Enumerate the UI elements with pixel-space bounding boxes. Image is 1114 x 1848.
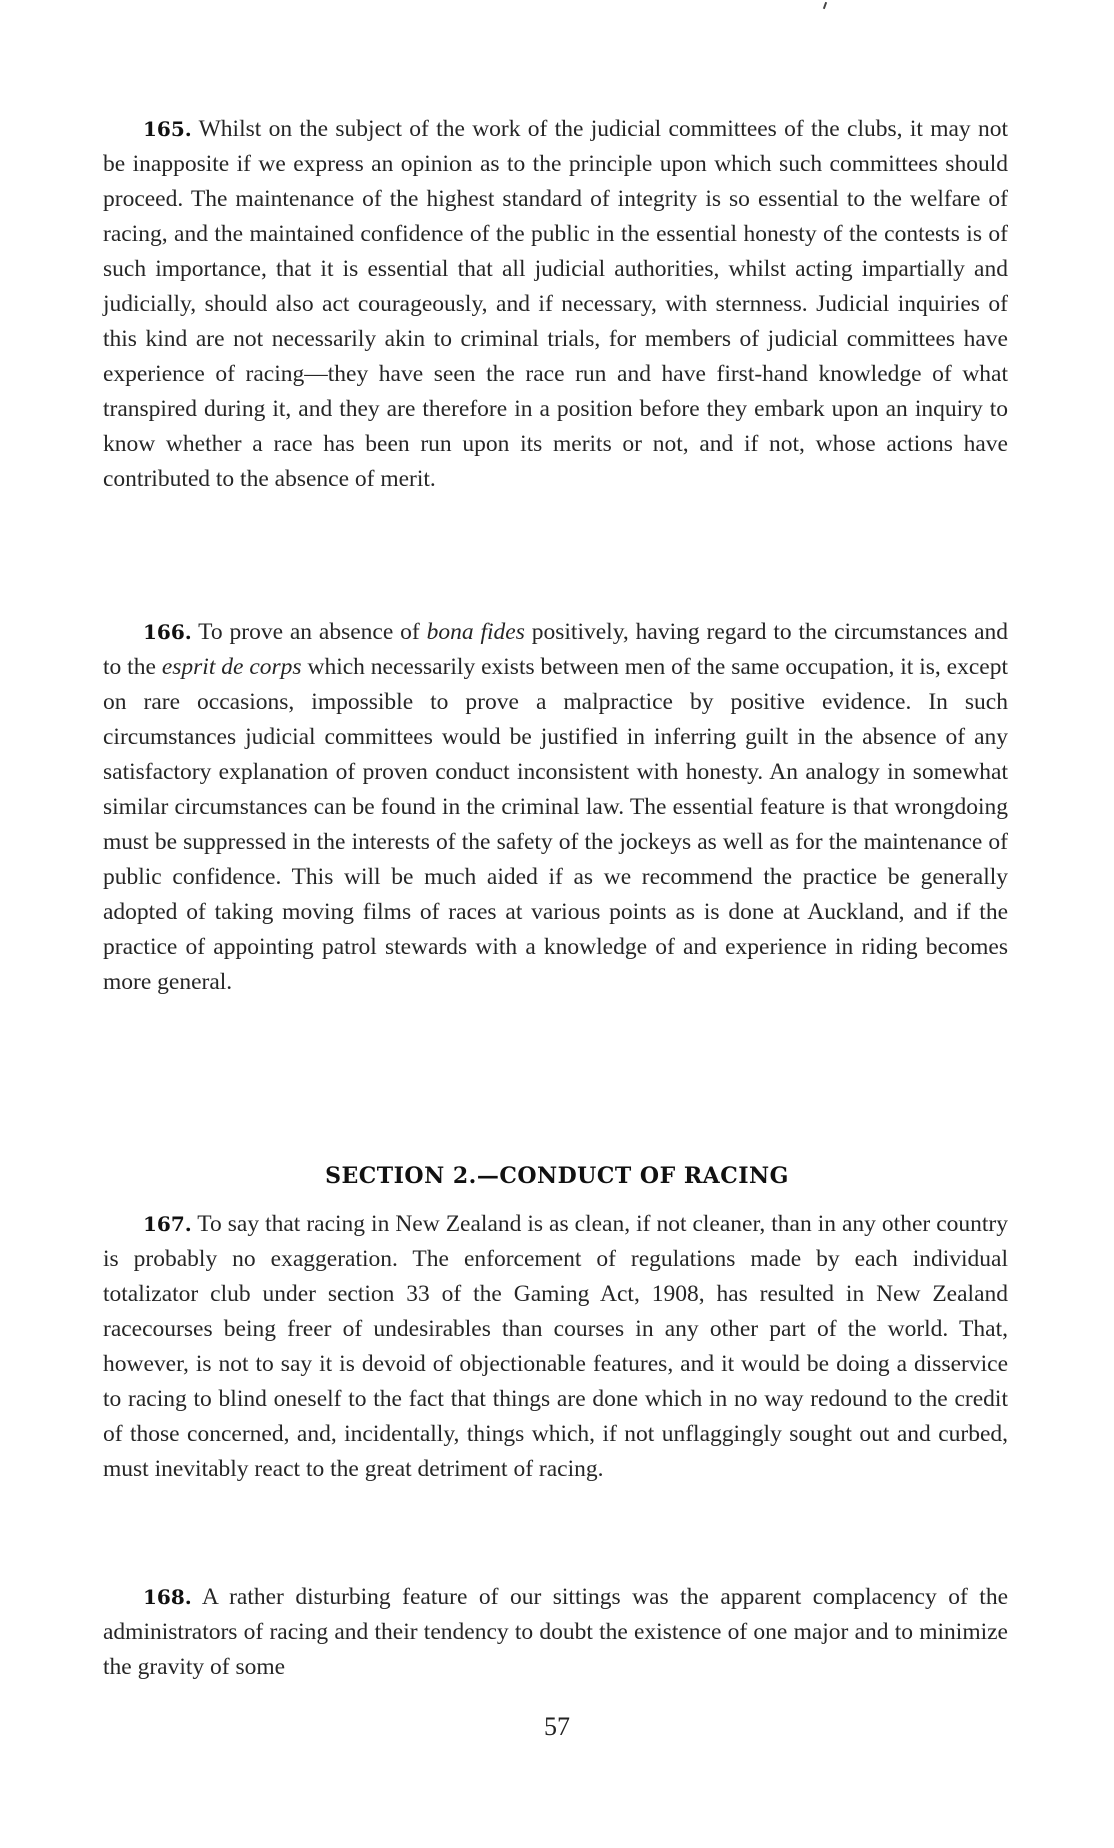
- paragraph-165: [103, 112, 1008, 497]
- page-number: 57: [544, 1712, 570, 1741]
- paragraph-text: To say that racing in New Zealand is as clean, if not cleaner, than in any other country is probably no exaggeration. The enforcement of regulations made by each individual totalizator club under section 33 of the Gaming Act, 1908, has resulted in New Zealand racecourses being freer of undesirables than courses in any other part of the world. That, however, is not to say it is devoid of objectionable features, and it would be doing a disservice to racing to blind oneself to the fact that things are done which in no way redound to the credit of those concerned, and, incidentally, things which, if not unflaggingly sought out and curbed, must inevitably react to the great detriment of racing.: [103, 1211, 1008, 1482]
- section-heading: SECTION 2.—CONDUCT OF RACING: [325, 1163, 789, 1189]
- paragraph-text: which necessarily exists between men of the same occupation, it is, except on rare occasions, impossible to prove a malpractice by positive evidence. In such circumstances judicial committees would be justified in inferring guilt in the absence of any satisfactory explanation of proven conduct inconsistent with honesty. An analogy in somewhat similar circumstances can be found in the criminal law. The essential feature is that wrongdoing must be suppressed in the interests of the safety of the jockeys as well as for the maintenance of public confidence. This will be much aided if as we recommend the practice be generally adopted of taking moving films of races at various points as is done at Auckland, and if the practice of appointing patrol stewards with a knowledge of and experience in riding becomes more general.: [103, 654, 1008, 995]
- paragraph-number: 167.: [143, 1212, 192, 1236]
- scan-mark: [823, 2, 827, 9]
- italic-term: esprit de corps: [161, 654, 302, 680]
- paragraph-number: 168.: [143, 1585, 192, 1609]
- italic-term: bona fides: [426, 619, 525, 645]
- paragraph-text: To prove an absence of: [198, 619, 427, 645]
- paragraph-text: Whilst on the subject of the work of the judicial committees of the clubs, it may not be inapposite if we express an opinion as to the principle upon which such committees should proceed. The maintenance of the highest standard of integrity is so essential to the welfare of racing, and the maintained confidence of the public in the essential honesty of the contests is of such importance, that it is essential that all judicial authorities, whilst acting impartially and judicially, should also act courageously, and if necessary, with sternness. Judicial inquiries of this kind are not necessarily akin to criminal trials, for members of judicial committees have experience of racing—they have seen the race run and have first-hand knowledge of what transpired during it, and they are therefore in a position before they embark upon an inquiry to know whether a race has been run upon its merits or not, and if not, whose actions have contributed to the absence of merit.: [103, 116, 1008, 492]
- paragraph-166: [103, 615, 1008, 1000]
- paragraph-number: 165.: [143, 117, 192, 141]
- paragraph-text: positively, having regard to the circumstances and to the: [103, 619, 1009, 680]
- paragraph-167: [103, 1207, 1008, 1487]
- paragraph-text: A rather disturbing feature of our sittings was the apparent complacency of the administrators of racing and their tendency to doubt the existence of one major and to minimize the gravity of some: [103, 1584, 1008, 1680]
- paragraph-168: [103, 1580, 1008, 1685]
- paragraph-number: 166.: [143, 620, 192, 644]
